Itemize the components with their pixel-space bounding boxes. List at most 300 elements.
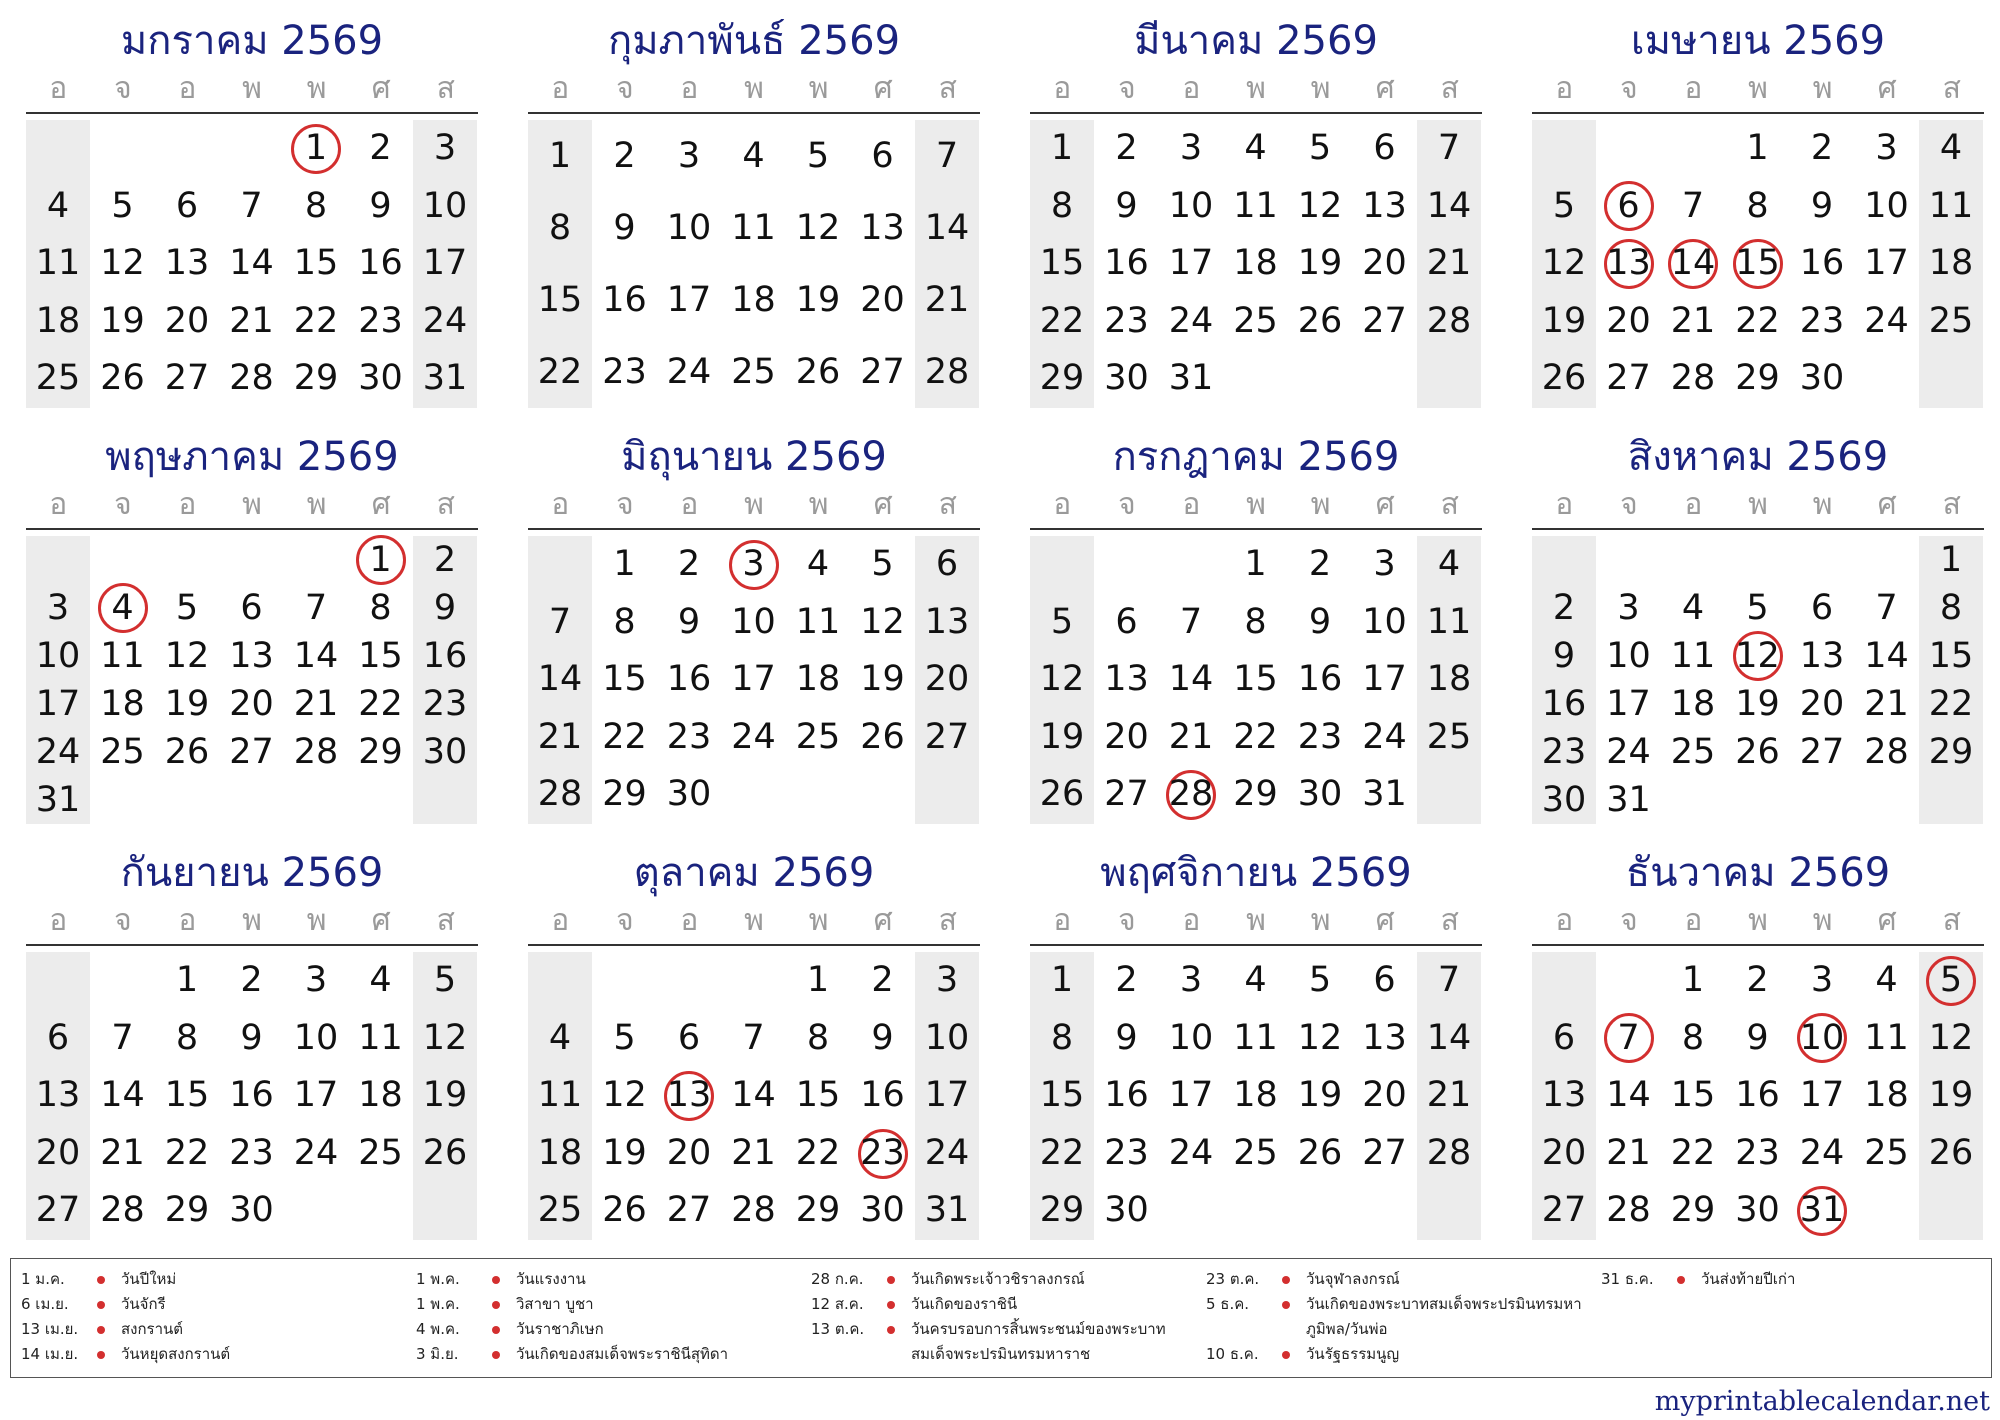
day-cell[interactable] xyxy=(26,776,90,824)
day-cell[interactable] xyxy=(851,1010,915,1068)
day-cell[interactable] xyxy=(528,766,592,824)
day-cell[interactable] xyxy=(1095,1067,1159,1125)
day-cell[interactable] xyxy=(1224,235,1288,293)
day-cell[interactable] xyxy=(1855,293,1919,351)
day-cell[interactable] xyxy=(349,680,413,728)
day-cell[interactable] xyxy=(528,336,592,408)
day-cell[interactable] xyxy=(26,235,90,293)
day-cell[interactable] xyxy=(593,264,657,336)
day-cell[interactable] xyxy=(1855,1125,1919,1183)
day-cell[interactable] xyxy=(786,594,850,652)
day-cell[interactable] xyxy=(1790,350,1854,408)
day-cell[interactable] xyxy=(1353,709,1417,767)
day-cell[interactable] xyxy=(1353,1125,1417,1183)
day-cell[interactable] xyxy=(155,1067,219,1125)
day-cell[interactable] xyxy=(413,350,477,408)
day-cell[interactable] xyxy=(349,584,413,632)
day-cell[interactable] xyxy=(1095,1125,1159,1183)
day-cell[interactable] xyxy=(1790,120,1854,178)
day-cell[interactable] xyxy=(1353,952,1417,1010)
day-cell[interactable] xyxy=(220,584,284,632)
day-cell[interactable] xyxy=(26,632,90,680)
day-cell[interactable] xyxy=(1353,235,1417,293)
day-cell[interactable] xyxy=(786,1182,850,1240)
day-cell[interactable] xyxy=(1095,1010,1159,1068)
day-cell[interactable] xyxy=(1095,952,1159,1010)
day-cell[interactable] xyxy=(1597,632,1661,680)
day-cell[interactable] xyxy=(1224,1125,1288,1183)
day-cell[interactable] xyxy=(155,1010,219,1068)
day-cell[interactable] xyxy=(1726,1010,1790,1068)
day-cell[interactable] xyxy=(657,766,721,824)
day-cell[interactable] xyxy=(1288,536,1352,594)
day-cell[interactable] xyxy=(284,952,348,1010)
day-cell[interactable] xyxy=(284,350,348,408)
day-cell[interactable] xyxy=(220,728,284,776)
day-cell[interactable] xyxy=(1597,178,1661,236)
day-cell[interactable] xyxy=(1353,1010,1417,1068)
day-cell[interactable] xyxy=(1288,766,1352,824)
day-cell[interactable] xyxy=(1030,952,1094,1010)
day-cell[interactable] xyxy=(1417,1010,1481,1068)
day-cell[interactable] xyxy=(915,651,979,709)
day-cell[interactable] xyxy=(915,120,979,192)
day-cell[interactable] xyxy=(851,264,915,336)
day-cell[interactable] xyxy=(1597,776,1661,824)
day-cell[interactable] xyxy=(1532,1125,1596,1183)
day-cell[interactable] xyxy=(657,120,721,192)
day-cell[interactable] xyxy=(657,264,721,336)
day-cell[interactable] xyxy=(220,680,284,728)
day-cell[interactable] xyxy=(722,120,786,192)
day-cell[interactable] xyxy=(1159,350,1223,408)
day-cell[interactable] xyxy=(1726,235,1790,293)
day-cell[interactable] xyxy=(1224,120,1288,178)
day-cell[interactable] xyxy=(851,120,915,192)
day-cell[interactable] xyxy=(657,192,721,264)
day-cell[interactable] xyxy=(1288,1067,1352,1125)
day-cell[interactable] xyxy=(1790,293,1854,351)
day-cell[interactable] xyxy=(1095,293,1159,351)
day-cell[interactable] xyxy=(786,651,850,709)
day-cell[interactable] xyxy=(220,235,284,293)
day-cell[interactable] xyxy=(1597,1067,1661,1125)
day-cell[interactable] xyxy=(1353,120,1417,178)
day-cell[interactable] xyxy=(91,235,155,293)
day-cell[interactable] xyxy=(528,1067,592,1125)
day-cell[interactable] xyxy=(1030,594,1094,652)
day-cell[interactable] xyxy=(284,120,348,178)
day-cell[interactable] xyxy=(1532,235,1596,293)
day-cell[interactable] xyxy=(722,1067,786,1125)
day-cell[interactable] xyxy=(1159,651,1223,709)
day-cell[interactable] xyxy=(593,709,657,767)
day-cell[interactable] xyxy=(1790,1067,1854,1125)
day-cell[interactable] xyxy=(1224,952,1288,1010)
day-cell[interactable] xyxy=(26,1067,90,1125)
day-cell[interactable] xyxy=(1597,1010,1661,1068)
day-cell[interactable] xyxy=(1790,632,1854,680)
day-cell[interactable] xyxy=(1919,536,1983,584)
day-cell[interactable] xyxy=(1919,1125,1983,1183)
day-cell[interactable] xyxy=(1661,1182,1725,1240)
day-cell[interactable] xyxy=(786,120,850,192)
day-cell[interactable] xyxy=(1095,235,1159,293)
day-cell[interactable] xyxy=(349,536,413,584)
day-cell[interactable] xyxy=(91,1182,155,1240)
day-cell[interactable] xyxy=(1030,766,1094,824)
day-cell[interactable] xyxy=(1919,584,1983,632)
day-cell[interactable] xyxy=(657,651,721,709)
day-cell[interactable] xyxy=(1726,293,1790,351)
day-cell[interactable] xyxy=(1919,293,1983,351)
day-cell[interactable] xyxy=(722,536,786,594)
day-cell[interactable] xyxy=(1855,728,1919,776)
day-cell[interactable] xyxy=(26,728,90,776)
day-cell[interactable] xyxy=(593,766,657,824)
day-cell[interactable] xyxy=(1288,651,1352,709)
day-cell[interactable] xyxy=(1726,632,1790,680)
day-cell[interactable] xyxy=(528,1125,592,1183)
day-cell[interactable] xyxy=(1030,178,1094,236)
day-cell[interactable] xyxy=(1159,293,1223,351)
day-cell[interactable] xyxy=(349,952,413,1010)
day-cell[interactable] xyxy=(1030,709,1094,767)
day-cell[interactable] xyxy=(284,293,348,351)
day-cell[interactable] xyxy=(915,536,979,594)
day-cell[interactable] xyxy=(1095,1182,1159,1240)
day-cell[interactable] xyxy=(1224,536,1288,594)
day-cell[interactable] xyxy=(413,632,477,680)
day-cell[interactable] xyxy=(851,1125,915,1183)
day-cell[interactable] xyxy=(1030,1010,1094,1068)
day-cell[interactable] xyxy=(722,1125,786,1183)
day-cell[interactable] xyxy=(657,336,721,408)
day-cell[interactable] xyxy=(91,1125,155,1183)
day-cell[interactable] xyxy=(413,178,477,236)
day-cell[interactable] xyxy=(786,1125,850,1183)
day-cell[interactable] xyxy=(1224,594,1288,652)
day-cell[interactable] xyxy=(1726,350,1790,408)
day-cell[interactable] xyxy=(1919,1010,1983,1068)
day-cell[interactable] xyxy=(1095,651,1159,709)
day-cell[interactable] xyxy=(1919,120,1983,178)
day-cell[interactable] xyxy=(91,728,155,776)
day-cell[interactable] xyxy=(851,336,915,408)
day-cell[interactable] xyxy=(1790,1182,1854,1240)
day-cell[interactable] xyxy=(220,952,284,1010)
day-cell[interactable] xyxy=(155,293,219,351)
day-cell[interactable] xyxy=(1288,709,1352,767)
day-cell[interactable] xyxy=(786,1010,850,1068)
day-cell[interactable] xyxy=(220,1125,284,1183)
day-cell[interactable] xyxy=(1159,235,1223,293)
day-cell[interactable] xyxy=(1353,1067,1417,1125)
day-cell[interactable] xyxy=(593,536,657,594)
day-cell[interactable] xyxy=(155,632,219,680)
day-cell[interactable] xyxy=(1790,1125,1854,1183)
day-cell[interactable] xyxy=(1661,680,1725,728)
day-cell[interactable] xyxy=(1030,293,1094,351)
day-cell[interactable] xyxy=(91,584,155,632)
day-cell[interactable] xyxy=(657,536,721,594)
day-cell[interactable] xyxy=(413,235,477,293)
day-cell[interactable] xyxy=(851,594,915,652)
day-cell[interactable] xyxy=(91,680,155,728)
day-cell[interactable] xyxy=(528,120,592,192)
day-cell[interactable] xyxy=(26,1010,90,1068)
day-cell[interactable] xyxy=(1159,766,1223,824)
day-cell[interactable] xyxy=(657,594,721,652)
day-cell[interactable] xyxy=(349,293,413,351)
day-cell[interactable] xyxy=(915,264,979,336)
day-cell[interactable] xyxy=(1353,293,1417,351)
day-cell[interactable] xyxy=(915,336,979,408)
day-cell[interactable] xyxy=(1159,1125,1223,1183)
day-cell[interactable] xyxy=(528,594,592,652)
day-cell[interactable] xyxy=(786,952,850,1010)
day-cell[interactable] xyxy=(26,680,90,728)
day-cell[interactable] xyxy=(1030,1182,1094,1240)
day-cell[interactable] xyxy=(851,1067,915,1125)
day-cell[interactable] xyxy=(1726,178,1790,236)
day-cell[interactable] xyxy=(1159,709,1223,767)
day-cell[interactable] xyxy=(593,120,657,192)
day-cell[interactable] xyxy=(722,192,786,264)
day-cell[interactable] xyxy=(851,709,915,767)
day-cell[interactable] xyxy=(284,632,348,680)
day-cell[interactable] xyxy=(91,293,155,351)
day-cell[interactable] xyxy=(1095,594,1159,652)
day-cell[interactable] xyxy=(1417,1067,1481,1125)
day-cell[interactable] xyxy=(1726,728,1790,776)
day-cell[interactable] xyxy=(349,632,413,680)
day-cell[interactable] xyxy=(220,178,284,236)
day-cell[interactable] xyxy=(1532,293,1596,351)
day-cell[interactable] xyxy=(915,952,979,1010)
day-cell[interactable] xyxy=(1855,952,1919,1010)
day-cell[interactable] xyxy=(722,651,786,709)
day-cell[interactable] xyxy=(1288,594,1352,652)
day-cell[interactable] xyxy=(1661,1010,1725,1068)
day-cell[interactable] xyxy=(915,1125,979,1183)
day-cell[interactable] xyxy=(1597,350,1661,408)
day-cell[interactable] xyxy=(1030,651,1094,709)
day-cell[interactable] xyxy=(1288,952,1352,1010)
site-url[interactable]: myprintablecalendar.net xyxy=(1654,1386,1990,1417)
day-cell[interactable] xyxy=(1353,594,1417,652)
day-cell[interactable] xyxy=(1726,952,1790,1010)
day-cell[interactable] xyxy=(1224,1067,1288,1125)
day-cell[interactable] xyxy=(528,192,592,264)
day-cell[interactable] xyxy=(1661,1125,1725,1183)
day-cell[interactable] xyxy=(1159,594,1223,652)
day-cell[interactable] xyxy=(722,264,786,336)
day-cell[interactable] xyxy=(915,192,979,264)
day-cell[interactable] xyxy=(1855,1067,1919,1125)
day-cell[interactable] xyxy=(1288,235,1352,293)
day-cell[interactable] xyxy=(786,1067,850,1125)
day-cell[interactable] xyxy=(1661,1067,1725,1125)
day-cell[interactable] xyxy=(1661,584,1725,632)
day-cell[interactable] xyxy=(593,594,657,652)
day-cell[interactable] xyxy=(284,1067,348,1125)
day-cell[interactable] xyxy=(1597,1125,1661,1183)
day-cell[interactable] xyxy=(1532,1067,1596,1125)
day-cell[interactable] xyxy=(1095,350,1159,408)
day-cell[interactable] xyxy=(413,1010,477,1068)
day-cell[interactable] xyxy=(1855,1010,1919,1068)
day-cell[interactable] xyxy=(786,536,850,594)
day-cell[interactable] xyxy=(26,350,90,408)
day-cell[interactable] xyxy=(1224,651,1288,709)
day-cell[interactable] xyxy=(1159,952,1223,1010)
day-cell[interactable] xyxy=(284,178,348,236)
day-cell[interactable] xyxy=(1597,728,1661,776)
day-cell[interactable] xyxy=(1417,120,1481,178)
day-cell[interactable] xyxy=(1288,120,1352,178)
day-cell[interactable] xyxy=(722,1010,786,1068)
day-cell[interactable] xyxy=(1661,632,1725,680)
day-cell[interactable] xyxy=(1532,1010,1596,1068)
day-cell[interactable] xyxy=(1159,1067,1223,1125)
day-cell[interactable] xyxy=(155,952,219,1010)
day-cell[interactable] xyxy=(657,1125,721,1183)
day-cell[interactable] xyxy=(915,709,979,767)
day-cell[interactable] xyxy=(413,728,477,776)
day-cell[interactable] xyxy=(284,235,348,293)
day-cell[interactable] xyxy=(413,536,477,584)
day-cell[interactable] xyxy=(786,336,850,408)
day-cell[interactable] xyxy=(528,651,592,709)
day-cell[interactable] xyxy=(1919,952,1983,1010)
day-cell[interactable] xyxy=(413,680,477,728)
day-cell[interactable] xyxy=(1532,776,1596,824)
day-cell[interactable] xyxy=(851,192,915,264)
day-cell[interactable] xyxy=(657,709,721,767)
day-cell[interactable] xyxy=(349,120,413,178)
day-cell[interactable] xyxy=(1417,651,1481,709)
day-cell[interactable] xyxy=(851,536,915,594)
day-cell[interactable] xyxy=(657,1010,721,1068)
day-cell[interactable] xyxy=(593,1067,657,1125)
day-cell[interactable] xyxy=(349,350,413,408)
day-cell[interactable] xyxy=(593,1010,657,1068)
day-cell[interactable] xyxy=(1030,1067,1094,1125)
day-cell[interactable] xyxy=(284,728,348,776)
day-cell[interactable] xyxy=(349,178,413,236)
day-cell[interactable] xyxy=(1288,1125,1352,1183)
day-cell[interactable] xyxy=(1532,178,1596,236)
day-cell[interactable] xyxy=(1790,1010,1854,1068)
day-cell[interactable] xyxy=(1417,536,1481,594)
day-cell[interactable] xyxy=(26,1182,90,1240)
day-cell[interactable] xyxy=(593,1182,657,1240)
day-cell[interactable] xyxy=(722,1182,786,1240)
day-cell[interactable] xyxy=(1030,120,1094,178)
day-cell[interactable] xyxy=(1661,952,1725,1010)
day-cell[interactable] xyxy=(1532,584,1596,632)
day-cell[interactable] xyxy=(657,1067,721,1125)
day-cell[interactable] xyxy=(1726,1067,1790,1125)
day-cell[interactable] xyxy=(1855,632,1919,680)
day-cell[interactable] xyxy=(1532,632,1596,680)
day-cell[interactable] xyxy=(91,350,155,408)
day-cell[interactable] xyxy=(1919,1067,1983,1125)
day-cell[interactable] xyxy=(1288,178,1352,236)
day-cell[interactable] xyxy=(349,1067,413,1125)
day-cell[interactable] xyxy=(155,235,219,293)
day-cell[interactable] xyxy=(1095,709,1159,767)
day-cell[interactable] xyxy=(284,1010,348,1068)
day-cell[interactable] xyxy=(155,1125,219,1183)
day-cell[interactable] xyxy=(1919,728,1983,776)
day-cell[interactable] xyxy=(1417,594,1481,652)
day-cell[interactable] xyxy=(26,293,90,351)
day-cell[interactable] xyxy=(722,336,786,408)
day-cell[interactable] xyxy=(26,1125,90,1183)
day-cell[interactable] xyxy=(1532,728,1596,776)
day-cell[interactable] xyxy=(1597,1182,1661,1240)
day-cell[interactable] xyxy=(1919,178,1983,236)
day-cell[interactable] xyxy=(722,709,786,767)
day-cell[interactable] xyxy=(1288,1010,1352,1068)
day-cell[interactable] xyxy=(1855,235,1919,293)
day-cell[interactable] xyxy=(349,1125,413,1183)
day-cell[interactable] xyxy=(26,178,90,236)
day-cell[interactable] xyxy=(1095,120,1159,178)
day-cell[interactable] xyxy=(593,651,657,709)
day-cell[interactable] xyxy=(1224,1010,1288,1068)
day-cell[interactable] xyxy=(1790,680,1854,728)
day-cell[interactable] xyxy=(1919,235,1983,293)
day-cell[interactable] xyxy=(1661,178,1725,236)
day-cell[interactable] xyxy=(722,594,786,652)
day-cell[interactable] xyxy=(1855,178,1919,236)
day-cell[interactable] xyxy=(1726,120,1790,178)
day-cell[interactable] xyxy=(1726,1182,1790,1240)
day-cell[interactable] xyxy=(1159,1010,1223,1068)
day-cell[interactable] xyxy=(1353,766,1417,824)
day-cell[interactable] xyxy=(1095,766,1159,824)
day-cell[interactable] xyxy=(1417,1125,1481,1183)
day-cell[interactable] xyxy=(1726,1125,1790,1183)
day-cell[interactable] xyxy=(1224,178,1288,236)
day-cell[interactable] xyxy=(155,680,219,728)
day-cell[interactable] xyxy=(1159,120,1223,178)
day-cell[interactable] xyxy=(1597,584,1661,632)
day-cell[interactable] xyxy=(1661,350,1725,408)
day-cell[interactable] xyxy=(1224,709,1288,767)
day-cell[interactable] xyxy=(915,1182,979,1240)
day-cell[interactable] xyxy=(413,1067,477,1125)
day-cell[interactable] xyxy=(220,632,284,680)
day-cell[interactable] xyxy=(1417,293,1481,351)
day-cell[interactable] xyxy=(220,1182,284,1240)
day-cell[interactable] xyxy=(786,264,850,336)
day-cell[interactable] xyxy=(349,1010,413,1068)
day-cell[interactable] xyxy=(915,1067,979,1125)
day-cell[interactable] xyxy=(657,1182,721,1240)
day-cell[interactable] xyxy=(915,594,979,652)
day-cell[interactable] xyxy=(786,709,850,767)
day-cell[interactable] xyxy=(220,350,284,408)
day-cell[interactable] xyxy=(26,584,90,632)
day-cell[interactable] xyxy=(1661,728,1725,776)
day-cell[interactable] xyxy=(413,952,477,1010)
day-cell[interactable] xyxy=(1532,680,1596,728)
day-cell[interactable] xyxy=(413,584,477,632)
